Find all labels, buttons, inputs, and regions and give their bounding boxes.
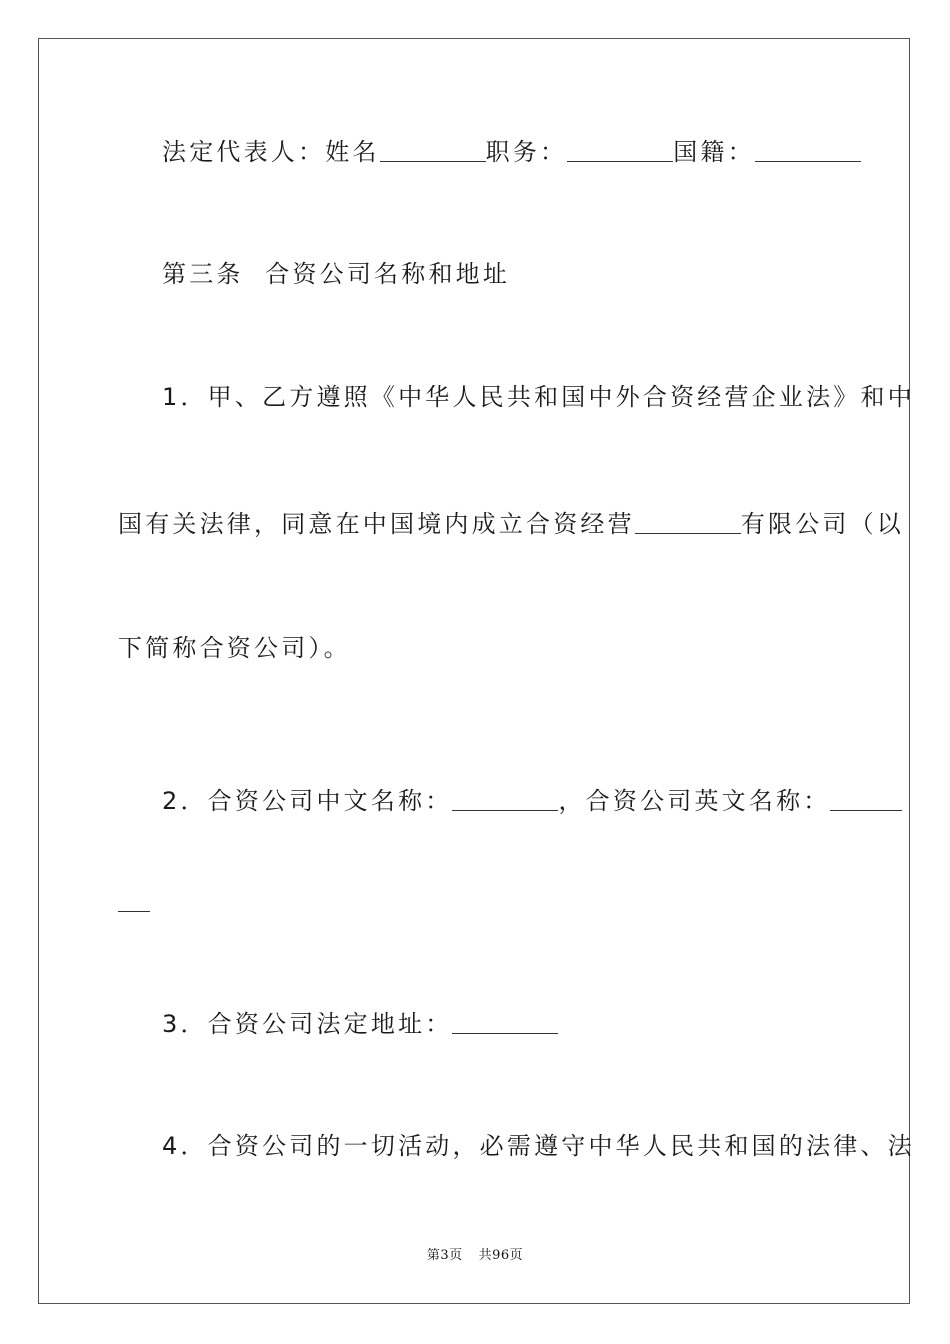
representative-line [118,132,838,172]
clause-3-line [118,1004,838,1044]
clause-3-text: 3．合资公司法定地址： [162,1010,453,1038]
rep-nationality-blank [755,135,861,162]
clause-1-text-a: 国有关法律，同意在中国境内成立合资经营 [118,510,635,538]
article-heading-text: 第三条 合资公司名称和地址 [162,260,511,288]
clause-1-line-2 [118,504,905,544]
page-footer [0,1244,950,1263]
clause-1-text-c: 下简称合资公司）。 [118,634,351,662]
clause-2-line-2 [118,882,838,922]
english-name-blank [830,784,902,811]
legal-address-blank [452,1007,558,1034]
page-frame [38,38,910,1304]
clause-1-text: 1．甲、乙方遵照《中华人民共和国中外合资经营企业法》和中 [162,383,915,411]
clause-2-text-b: ，合资公司英文名称： [558,787,831,815]
page-current: 第3页 [426,1248,463,1263]
clause-2-text-a: 2．合资公司中文名称： [162,787,453,815]
clause-1-line-1 [118,377,915,417]
article-heading [118,254,838,294]
chinese-name-blank [452,784,558,811]
clause-4-line-1 [118,1126,915,1166]
clause-2-line-1 [118,781,838,821]
page-total: 共96页 [478,1248,524,1263]
company-name-blank [635,507,741,534]
clause-1-text-b: 有限公司（以 [740,510,905,538]
clause-1-line-3 [118,628,838,668]
rep-nationality-label: 国籍： [673,138,755,166]
rep-title-blank [567,135,673,162]
english-name-blank-continued [118,885,150,912]
rep-name-label: 法定代表人：姓名 [162,138,380,166]
rep-name-blank [380,135,486,162]
clause-4-text: 4．合资公司的一切活动，必需遵守中华人民共和国的法律、法 [162,1132,915,1160]
rep-title-label: 职务： [485,138,568,166]
